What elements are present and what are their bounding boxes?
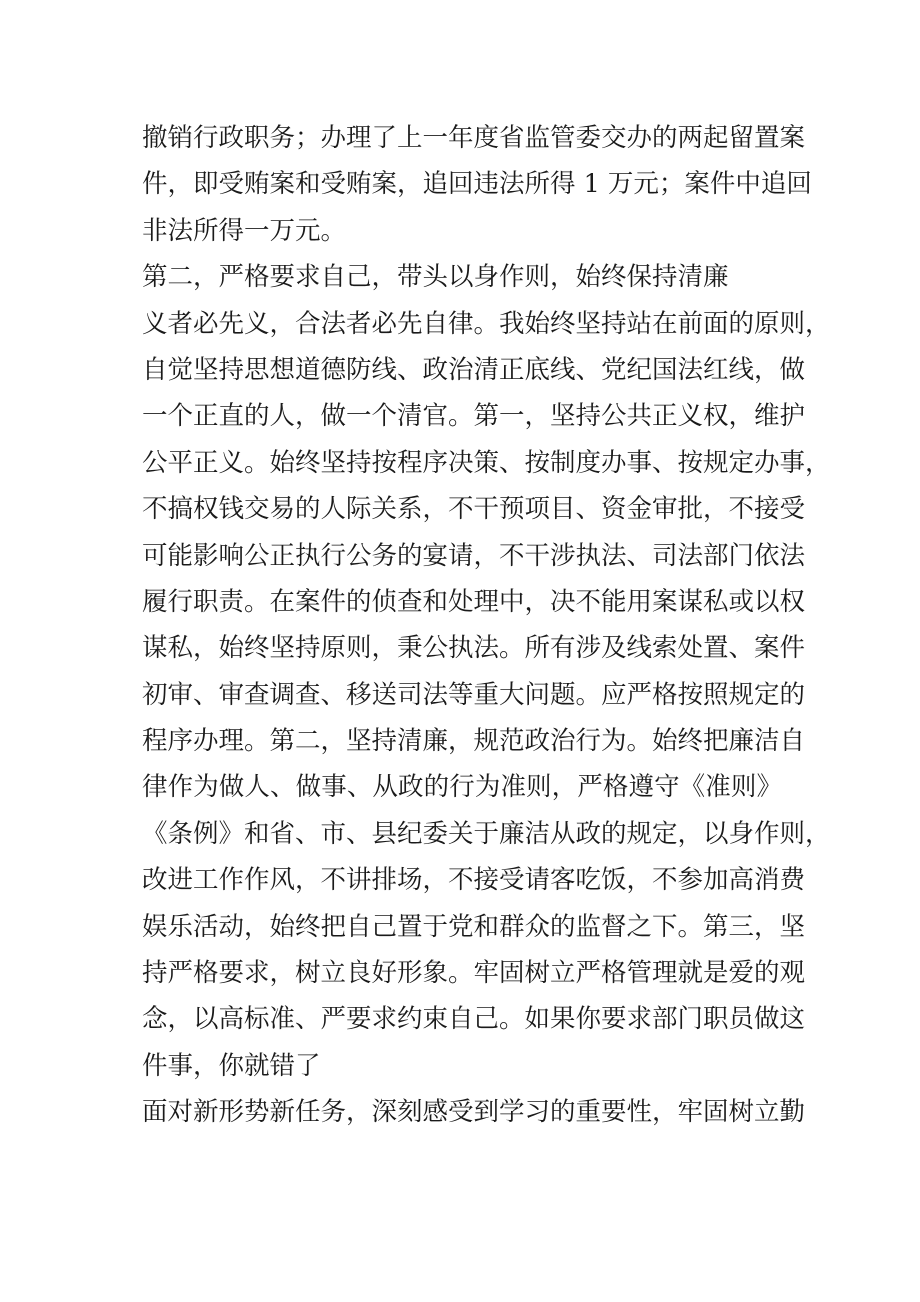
text-line: 程序办理。第二，坚持清廉，规范政治行为。始终把廉洁自 [142, 726, 806, 757]
text-line: 面对新形势新任务，深刻感受到学习的重要性，牢固树立勤 [142, 1097, 806, 1128]
text-line: 自觉坚持思想道德防线、政治清正底线、党纪国法红线，做 [142, 354, 806, 385]
text-line: 初审、审查调查、移送司法等重大问题。应严格按照规定的 [142, 679, 806, 710]
text-line: 念，以高标准、严要求约束自己。如果你要求部门职员做这 [142, 1004, 806, 1035]
text-line: 持严格要求，树立良好形象。牢固树立严格管理就是爱的观 [142, 958, 806, 989]
text-line: 可能影响公正执行公务的宴请，不干涉执法、司法部门依法 [142, 540, 806, 571]
text-line: 件事，你就错了 [142, 1050, 321, 1081]
text-line: 娱乐活动，始终把自己置于党和群众的监督之下。第三，坚 [142, 911, 806, 942]
text-line: 公平正义。始终坚持按程序决策、按制度办事、按规定办事， [142, 447, 831, 478]
text-line: 撤销行政职务；办理了上一年度省监管委交办的两起留置案 [142, 123, 806, 153]
text-line: 义者必先义，合法者必先自律。我始终坚持站在前面的原则， [142, 308, 831, 339]
text-line: 一个正直的人，做一个清官。第一，坚持公共正义权，维护 [142, 401, 806, 432]
text-line: 改进工作作风，不讲排场，不接受请客吃饭，不参加高消费 [142, 865, 806, 896]
text-line: 律作为做人、做事、从政的行为准则，严格遵守《准则》 [142, 772, 782, 803]
text-line: 件，即受贿案和受贿案，追回违法所得 1 万元；案件中追回 [142, 169, 812, 200]
text-line: 不搞权钱交易的人际关系，不干预项目、资金审批，不接受 [142, 494, 806, 525]
text-line: 非法所得一万元。 [142, 215, 347, 246]
text-line: 谋私，始终坚持原则，秉公执法。所有涉及线索处置、案件 [142, 633, 806, 664]
text-line: 《条例》和省、市、县纪委关于廉洁从政的规定，以身作则， [142, 818, 831, 849]
body-text [142, 115, 831, 1136]
text-line: 履行职责。在案件的侦查和处理中，决不能用案谋私或以权 [142, 586, 806, 617]
text-line: 第二，严格要求自己，带头以身作则，始终保持清廉 [142, 262, 729, 293]
